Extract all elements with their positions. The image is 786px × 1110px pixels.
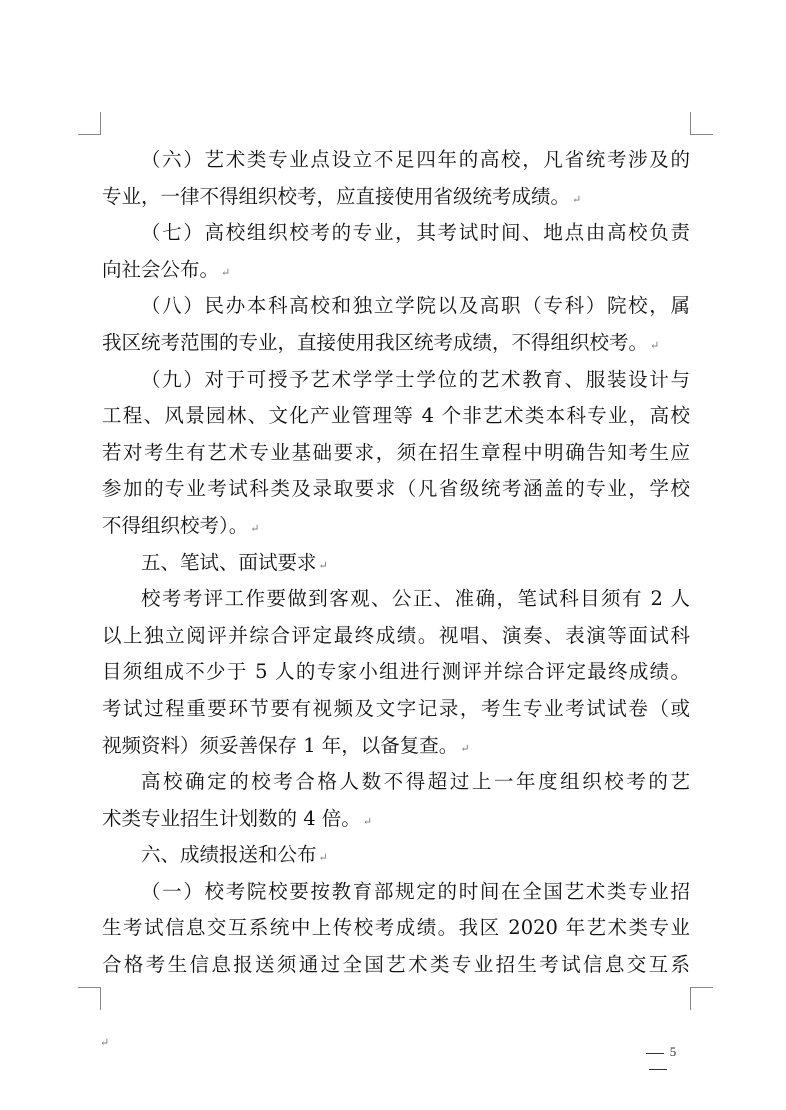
text-line-content: 考试过程重要环节要有视频及文字记录，考生专业考试试卷（或 [102,696,690,720]
text-line [102,764,690,801]
text-line-content: 以上独立阅评并综合评定最终成绩。视唱、演奏、表演等面试科 [102,623,690,647]
document-body [102,142,690,984]
paragraph-mark-icon: ↵ [250,521,260,535]
crop-mark-top-left [78,112,101,135]
page-number-dash-right [649,1069,667,1070]
text-line-content: （六）艺术类专业点设立不足四年的高校，凡省统考涉及的 [141,148,690,171]
text-line-content: 目须组成不少于 5 人的专家小组进行测评并综合评定最终成绩。 [102,660,690,684]
text-line [102,801,690,838]
text-line [102,581,690,618]
page-number-value: 5 [669,1044,677,1059]
text-line-content: 参加的专业考试科类及录取要求（凡省级统考涵盖的专业，学校 [102,477,690,501]
text-line-content: 六、成绩报送和公布 [141,843,317,867]
paragraph-mark-icon: ↵ [100,1036,110,1049]
text-line [102,618,690,655]
paragraph-mark-icon: ↵ [650,338,660,352]
crop-mark-bottom-left [78,987,101,1010]
text-line-content: （一）校考院校要按教育部规定的时间在全国艺术类专业招 [141,879,690,903]
paragraph-mark-icon: ↵ [460,741,470,755]
text-line [102,325,690,362]
paragraph-mark-icon: ↵ [318,558,328,572]
text-line [102,654,690,691]
text-line [102,471,690,508]
crop-mark-bottom-right [690,987,713,1010]
page-number-dash-left [646,1053,664,1054]
crop-mark-top-right [690,112,713,135]
text-line [102,142,690,179]
paragraph-mark-icon: ↵ [362,814,373,828]
text-line [102,728,690,765]
text-line [102,910,690,947]
text-line-content: 生考试信息交互系统中上传校考成绩。我区 2020 年艺术类专业 [102,916,690,940]
text-line-content: 合格考生信息报送须通过全国艺术类专业招生考试信息交互系 [102,953,690,977]
text-line-content: 术类专业招生计划数的 4 倍。 [102,806,361,830]
text-line-content: 高校确定的校考合格人数不得超过上一年度组织校考的艺 [141,770,690,794]
paragraph-mark-icon: ↵ [572,192,582,206]
text-line [102,435,690,472]
text-line-content: 我区统考范围的专业，直接使用我区统考成绩，不得组织校考。 [102,330,649,354]
text-line [102,947,690,984]
text-line [102,362,690,399]
text-line [102,837,690,874]
paragraph-mark-icon: ↵ [318,851,328,865]
text-line-content: （八）民办本科高校和独立学院以及高职（专科）院校，属 [141,294,690,318]
text-line [102,288,690,325]
text-line-content: 工程、风景园林、文化产业管理等 4 个非艺术类本科专业，高校 [102,404,690,428]
text-line-content: （七）高校组织校考的专业，其考试时间、地点由高校负责 [141,221,690,245]
paragraph-mark-icon: ↵ [221,265,231,279]
text-line-content: 视频资料）须妥善保存 1 年，以备复查。 [102,733,459,757]
text-line [102,508,690,545]
text-line [102,398,690,435]
text-line-content: 不得组织校考）。 [102,513,249,537]
text-line-content: 校考考评工作要做到客观、公正、准确，笔试科目须有 2 人 [141,587,690,611]
text-line-content: 五、笔试、面试要求 [141,550,317,574]
page-number [626,1044,690,1076]
text-line-content: 若对考生有艺术专业基础要求，须在招生章程中明确告知考生应 [102,440,690,464]
text-line [102,215,690,252]
text-line-content: 向社会公布。 [102,257,220,281]
text-line [102,691,690,728]
text-line-content: 专业，一律不得组织校考，应直接使用省级统考成绩。 [102,184,571,208]
text-line-content: （九）对于可授予艺术学学士学位的艺术教育、服装设计与 [141,367,690,391]
text-line [102,179,690,216]
text-line [102,252,690,289]
text-line [102,874,690,911]
text-line [102,545,690,582]
